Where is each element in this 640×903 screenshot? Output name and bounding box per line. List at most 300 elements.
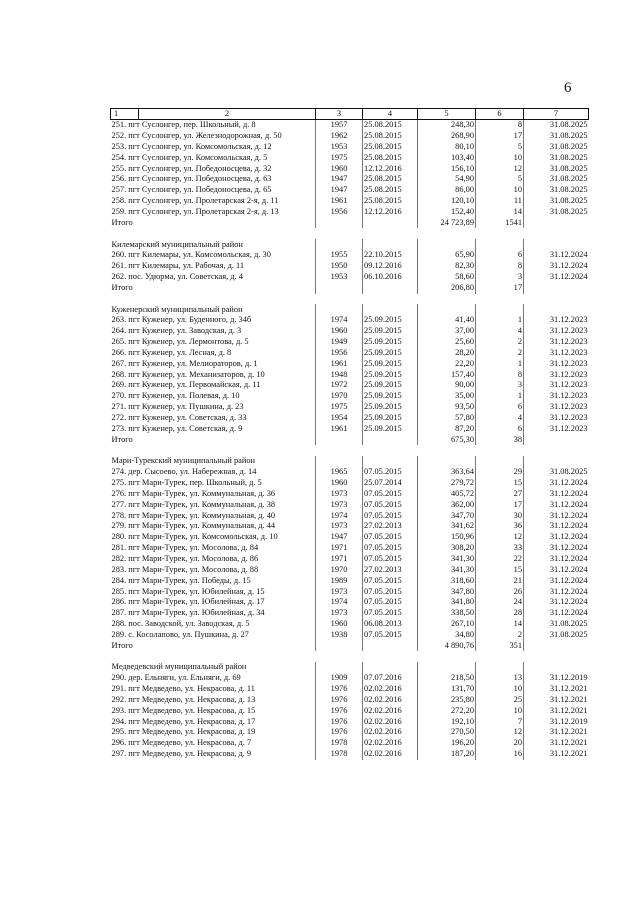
residents-cell: 11 [476,196,524,207]
year-built-cell: 1973 [316,608,363,619]
address-cell: 276. пгт Мари-Турек, ул. Коммунальная, д. 36 [111,488,276,498]
year-built-cell: 1970 [316,391,363,402]
residents-cell: 4 [476,326,524,337]
address-cell: 259. пгт Суслонгер, ул. Пролетарская 2-я, д. 13 [111,206,279,216]
recognition-date-cell: 07.05.2015 [363,532,418,543]
residents-cell: 8 [476,369,524,380]
relocation-deadline-cell: 31.12.2023 [524,413,589,424]
empty-cell [316,641,363,652]
table-row [111,597,589,608]
year-built-cell: 1953 [316,142,363,153]
table-row [111,586,589,597]
table-row [111,142,589,153]
year-built-cell: 1975 [316,402,363,413]
total-label: Итого [111,217,133,227]
empty-cell [363,641,418,652]
table-row [111,413,589,424]
relocation-deadline-cell: 31.12.2024 [524,272,589,283]
table-row [111,315,589,326]
year-built-cell: 1973 [316,489,363,500]
table-row [111,684,589,695]
year-built-cell: 1973 [316,586,363,597]
table-row [111,619,589,630]
area-cell: 362,00 [418,500,476,511]
residents-cell: 2 [476,348,524,359]
residents-cell: 5 [476,174,524,185]
relocation-deadline-cell: 31.12.2023 [524,326,589,337]
recognition-date-cell: 07.05.2015 [363,608,418,619]
address-cell: 290. дер. Ельняги, ул. Ельняги, д. 69 [111,673,241,683]
residents-cell: 7 [476,716,524,727]
table-row [111,196,589,207]
relocation-deadline-cell: 31.12.2019 [524,673,589,684]
header-col-1: 1 [111,109,139,120]
address-cell: 292. пгт Медведево, ул. Некрасова, д. 13 [111,694,256,704]
recognition-date-cell: 07.05.2015 [363,575,418,586]
address-cell: 272. пгт Куженер, ул. Советская, д. 33 [111,413,247,422]
address-cell: 275. пгт Мари-Турек, пер. Школьный, д. 5 [111,478,262,488]
residents-cell: 27 [476,489,524,500]
residents-cell: 29 [476,467,524,478]
recognition-date-cell: 07.05.2015 [363,597,418,608]
address-cell: 264. пгт Куженер, ул. Заводская, д. 3 [111,326,242,336]
residents-cell: 14 [476,207,524,218]
recognition-date-cell: 07.07.2016 [363,673,418,684]
table-row [111,727,589,738]
year-built-cell: 1957 [316,120,363,131]
section-gap-cell [111,651,589,662]
address-cell: 261. пгт Килемары, ул. Рабочая, д. 11 [111,261,245,271]
area-cell: 82,30 [418,261,476,272]
relocation-deadline-cell: 31.12.2021 [524,684,589,695]
residents-cell: 2 [476,630,524,641]
address-cell: 277. пгт Мари-Турек, ул. Коммунальная, д. 38 [111,499,276,509]
header-col-5: 5 [418,109,476,120]
year-built-cell: 1976 [316,716,363,727]
empty-cell [524,218,589,229]
recognition-date-cell: 25.08.2015 [363,174,418,185]
area-cell: 37,00 [418,326,476,337]
empty-cell [476,239,524,250]
residents-cell: 12 [476,532,524,543]
total-residents: 351 [476,641,524,652]
section-gap [111,445,589,456]
residents-cell: 1 [476,391,524,402]
year-built-cell: 1956 [316,207,363,218]
relocation-deadline-cell: 31.08.2025 [524,619,589,630]
address-cell: 285. пгт Мари-Турек, ул. Юбилейная, д. 15 [111,586,265,596]
year-built-cell: 1976 [316,706,363,717]
relocation-deadline-cell: 31.12.2024 [524,510,589,521]
address-cell: 268. пгт Куженер, ул. Механизаторов, д. 10 [111,369,265,379]
year-built-cell: 1962 [316,131,363,142]
table-row [111,359,589,370]
residents-cell: 36 [476,521,524,532]
recognition-date-cell: 25.09.2015 [363,369,418,380]
residents-cell: 10 [476,153,524,164]
residents-cell: 10 [476,185,524,196]
year-built-cell: 1978 [316,738,363,749]
year-built-cell: 1989 [316,575,363,586]
total-row [111,641,589,652]
empty-cell [476,662,524,673]
table-row [111,250,589,261]
table-row [111,738,589,749]
residents-cell: 6 [476,402,524,413]
empty-cell [524,283,589,294]
recognition-date-cell: 07.05.2015 [363,543,418,554]
relocation-deadline-cell: 31.08.2025 [524,630,589,641]
relocation-deadline-cell: 31.08.2025 [524,131,589,142]
address-cell: 280. пгт Мари-Турек, ул. Комсомольская, д. 10 [111,532,278,542]
relocation-deadline-cell: 31.12.2023 [524,369,589,380]
recognition-date-cell: 12.12.2016 [363,163,418,174]
area-cell: 80,10 [418,142,476,153]
header-col-4: 4 [363,109,418,120]
year-built-cell: 1974 [316,315,363,326]
table-row [111,424,589,435]
relocation-deadline-cell: 31.08.2025 [524,196,589,207]
empty-cell [524,434,589,445]
area-cell: 341,80 [418,597,476,608]
table-row [111,608,589,619]
empty-cell [363,239,418,250]
residents-cell: 28 [476,608,524,619]
table-row [111,185,589,196]
area-cell: 363,64 [418,467,476,478]
address-cell: 251. пгт Суслонгер, пер. Школьный, д. 8 [111,120,256,130]
relocation-deadline-cell: 31.12.2024 [524,500,589,511]
year-built-cell: 1965 [316,467,363,478]
area-cell: 187,20 [418,749,476,760]
table-row [111,326,589,337]
address-cell: 281. пгт Мари-Турек, ул. Мосолова, д. 84 [111,543,259,553]
recognition-date-cell: 07.05.2015 [363,554,418,565]
residents-cell: 1 [476,359,524,370]
table-row [111,532,589,543]
empty-cell [316,434,363,445]
recognition-date-cell: 27.02.2013 [363,565,418,576]
relocation-deadline-cell: 31.12.2024 [524,543,589,554]
recognition-date-cell: 25.08.2015 [363,196,418,207]
table-row [111,174,589,185]
residents-cell: 24 [476,597,524,608]
area-cell: 41,40 [418,315,476,326]
table-row [111,131,589,142]
relocation-deadline-cell: 31.12.2024 [524,250,589,261]
total-residents: 17 [476,283,524,294]
year-built-cell: 1953 [316,272,363,283]
relocation-deadline-cell: 31.12.2024 [524,521,589,532]
district-heading-row [111,304,589,315]
area-cell: 156,10 [418,163,476,174]
area-cell: 405,72 [418,489,476,500]
recognition-date-cell: 25.09.2015 [363,424,418,435]
recognition-date-cell: 02.02.2016 [363,695,418,706]
residents-cell: 13 [476,673,524,684]
empty-cell [418,662,476,673]
year-built-cell: 1976 [316,684,363,695]
table-row [111,163,589,174]
table-row [111,510,589,521]
residents-cell: 25 [476,695,524,706]
address-cell: 256. пгт Суслонгер, ул. Победоносцева, д. 63 [111,174,272,184]
total-area: 24 723,89 [418,218,476,229]
recognition-date-cell: 07.05.2015 [363,500,418,511]
relocation-deadline-cell: 31.12.2021 [524,738,589,749]
year-built-cell: 1947 [316,185,363,196]
column-number-row [111,109,589,120]
address-cell: 263. пгт Куженер, ул. Буденного, д. 34б [111,315,252,325]
area-cell: 58,60 [418,272,476,283]
recognition-date-cell: 22.10.2015 [363,250,418,261]
year-built-cell: 1972 [316,380,363,391]
year-built-cell: 1970 [316,565,363,576]
table-row [111,337,589,348]
address-cell: 295. пгт Медведево, ул. Некрасова, д. 19 [111,727,256,737]
empty-cell [316,239,363,250]
recognition-date-cell: 25.09.2015 [363,402,418,413]
address-cell: 260. пгт Килемары, ул. Комсомольская, д. 30 [111,250,271,260]
address-cell: 296. пгт Медведево, ул. Некрасова, д. 7 [111,738,252,748]
empty-cell [476,456,524,467]
area-cell: 267,10 [418,619,476,630]
address-cell: 255. пгт Суслонгер, ул. Победоносцева, д. 32 [111,163,272,173]
housing-register-table [110,108,589,760]
address-cell: 252. пгт Суслонгер, ул. Железнодорожная, д. 50 [111,131,282,141]
recognition-date-cell: 07.05.2015 [363,586,418,597]
recognition-date-cell: 06.10.2016 [363,272,418,283]
address-cell: 297. пгт Медведево, ул. Некрасова, д. 9 [111,749,252,759]
total-label: Итого [111,640,133,650]
year-built-cell: 1947 [316,174,363,185]
total-row [111,283,589,294]
relocation-deadline-cell: 31.12.2021 [524,706,589,717]
table-row [111,380,589,391]
residents-cell: 12 [476,727,524,738]
relocation-deadline-cell: 31.12.2024 [524,478,589,489]
section-gap [111,228,589,239]
address-cell: 274. дер. Сысоево, ул. Набережная, д. 14 [111,467,257,477]
relocation-deadline-cell: 31.12.2023 [524,348,589,359]
table-row [111,695,589,706]
address-cell: 278. пгт Мари-Турек, ул. Коммунальная, д. 40 [111,510,276,520]
address-cell: 267. пгт Куженер, ул. Мелиораторов, д. 1 [111,358,258,368]
address-cell: 273. пгт Куженер, ул. Советская, д. 9 [111,423,243,433]
district-title: Куженерский муниципальный район [111,304,243,314]
header-col-2: 2 [139,109,316,120]
area-cell: 93,50 [418,402,476,413]
residents-cell: 26 [476,586,524,597]
residents-cell: 8 [476,261,524,272]
recognition-date-cell: 02.02.2016 [363,716,418,727]
area-cell: 347,70 [418,510,476,521]
header-col-7: 7 [524,109,589,120]
table-row [111,261,589,272]
area-cell: 86,00 [418,185,476,196]
area-cell: 131,70 [418,684,476,695]
year-built-cell: 1909 [316,673,363,684]
address-cell: 284. пгт Мари-Турек, ул. Победы, д. 15 [111,575,251,585]
section-gap-cell [111,445,589,456]
residents-cell: 10 [476,684,524,695]
area-cell: 347,80 [418,586,476,597]
table-row [111,153,589,164]
district-heading-row [111,239,589,250]
recognition-date-cell: 02.02.2016 [363,684,418,695]
relocation-deadline-cell: 31.12.2024 [524,532,589,543]
table-row [111,716,589,727]
recognition-date-cell: 27.02.2013 [363,521,418,532]
residents-cell: 3 [476,272,524,283]
total-label: Итого [111,282,133,292]
area-cell: 308,20 [418,543,476,554]
table-row [111,554,589,565]
recognition-date-cell: 25.08.2015 [363,120,418,131]
address-cell: 253. пгт Суслонгер, ул. Комсомольская, д. 12 [111,141,272,151]
empty-cell [363,662,418,673]
address-cell: 279. пгт Мари-Турек, ул. Коммунальная, д. 44 [111,521,276,531]
table-row [111,402,589,413]
address-cell: 271. пгт Куженер, ул. Пушкина, д. 23 [111,402,244,412]
area-cell: 87,20 [418,424,476,435]
recognition-date-cell: 25.09.2015 [363,380,418,391]
year-built-cell: 1971 [316,543,363,554]
area-cell: 279,72 [418,478,476,489]
relocation-deadline-cell: 31.08.2025 [524,142,589,153]
empty-cell [316,456,363,467]
relocation-deadline-cell: 31.08.2025 [524,207,589,218]
area-cell: 318,60 [418,575,476,586]
area-cell: 338,50 [418,608,476,619]
year-built-cell: 1961 [316,359,363,370]
year-built-cell: 1956 [316,348,363,359]
year-built-cell: 1938 [316,630,363,641]
total-row [111,218,589,229]
residents-cell: 6 [476,424,524,435]
address-cell: 282. пгт Мари-Турек, ул. Мосолова, д. 86 [111,553,259,563]
address-cell: 294. пгт Медведево, ул. Некрасова, д. 17 [111,716,256,726]
residents-cell: 20 [476,738,524,749]
area-cell: 22,20 [418,359,476,370]
recognition-date-cell: 25.09.2015 [363,413,418,424]
relocation-deadline-cell: 31.08.2025 [524,174,589,185]
year-built-cell: 1976 [316,727,363,738]
recognition-date-cell: 25.07.2014 [363,478,418,489]
year-built-cell: 1973 [316,521,363,532]
residents-cell: 3 [476,380,524,391]
relocation-deadline-cell: 31.12.2023 [524,391,589,402]
relocation-deadline-cell: 31.12.2023 [524,359,589,370]
area-cell: 150,96 [418,532,476,543]
table-row [111,565,589,576]
recognition-date-cell: 25.09.2015 [363,348,418,359]
recognition-date-cell: 07.05.2015 [363,489,418,500]
address-cell: 262. пос. Удюрма, ул. Советская, д. 4 [111,272,243,282]
recognition-date-cell: 25.09.2015 [363,326,418,337]
area-cell: 272,20 [418,706,476,717]
table-row [111,500,589,511]
residents-cell: 17 [476,131,524,142]
district-heading-row [111,662,589,673]
relocation-deadline-cell: 31.12.2023 [524,424,589,435]
table-row [111,543,589,554]
area-cell: 35,00 [418,391,476,402]
relocation-deadline-cell: 31.12.2023 [524,380,589,391]
address-cell: 289. с. Косолапово, ул. Пушкина, д. 27 [111,629,249,639]
recognition-date-cell: 25.08.2015 [363,131,418,142]
year-built-cell: 1974 [316,510,363,521]
area-cell: 192,10 [418,716,476,727]
relocation-deadline-cell: 31.12.2024 [524,554,589,565]
recognition-date-cell: 25.08.2015 [363,142,418,153]
table-row [111,467,589,478]
residents-cell: 14 [476,619,524,630]
address-cell: 257. пгт Суслонгер, ул. Победоносцева, д. 65 [111,185,272,195]
area-cell: 341,30 [418,554,476,565]
address-cell: 291. пгт Медведево, ул. Некрасова, д. 11 [111,684,255,694]
residents-cell: 30 [476,510,524,521]
relocation-deadline-cell: 31.12.2024 [524,586,589,597]
year-built-cell: 1948 [316,369,363,380]
recognition-date-cell: 02.02.2016 [363,738,418,749]
district-title: Медведевский муниципальный район [111,662,247,672]
recognition-date-cell: 25.08.2015 [363,185,418,196]
address-cell: 287. пгт Мари-Турек, ул. Юбилейная, д. 34 [111,608,265,618]
relocation-deadline-cell: 31.12.2023 [524,315,589,326]
year-built-cell: 1974 [316,597,363,608]
section-gap [111,294,589,305]
address-cell: 283. пгт Мари-Турек, ул. Мосолова, д. 88 [111,564,259,574]
address-cell: 286. пгт Мари-Турек, ул. Юбилейная, д. 17 [111,597,265,607]
total-area: 206,80 [418,283,476,294]
empty-cell [418,239,476,250]
relocation-deadline-cell: 31.08.2025 [524,185,589,196]
district-heading-row [111,456,589,467]
area-cell: 120,10 [418,196,476,207]
recognition-date-cell: 02.02.2016 [363,706,418,717]
area-cell: 57,80 [418,413,476,424]
area-cell: 157,40 [418,369,476,380]
table-row [111,478,589,489]
area-cell: 218,50 [418,673,476,684]
total-area: 675,30 [418,434,476,445]
table-row [111,749,589,760]
recognition-date-cell: 06.08.2013 [363,619,418,630]
empty-cell [524,641,589,652]
year-built-cell: 1960 [316,326,363,337]
area-cell: 152,40 [418,207,476,218]
relocation-deadline-cell: 31.12.2024 [524,575,589,586]
recognition-date-cell: 12.12.2016 [363,207,418,218]
empty-cell [524,239,589,250]
table-row [111,521,589,532]
relocation-deadline-cell: 31.12.2024 [524,608,589,619]
table-row [111,348,589,359]
year-built-cell: 1975 [316,153,363,164]
area-cell: 103,40 [418,153,476,164]
residents-cell: 6 [476,250,524,261]
table-row [111,120,589,131]
table-row [111,272,589,283]
empty-cell [418,456,476,467]
relocation-deadline-cell: 31.12.2024 [524,565,589,576]
relocation-deadline-cell: 31.08.2025 [524,163,589,174]
area-cell: 235,80 [418,695,476,706]
year-built-cell: 1960 [316,619,363,630]
year-built-cell: 1961 [316,424,363,435]
total-area: 4 890,76 [418,641,476,652]
